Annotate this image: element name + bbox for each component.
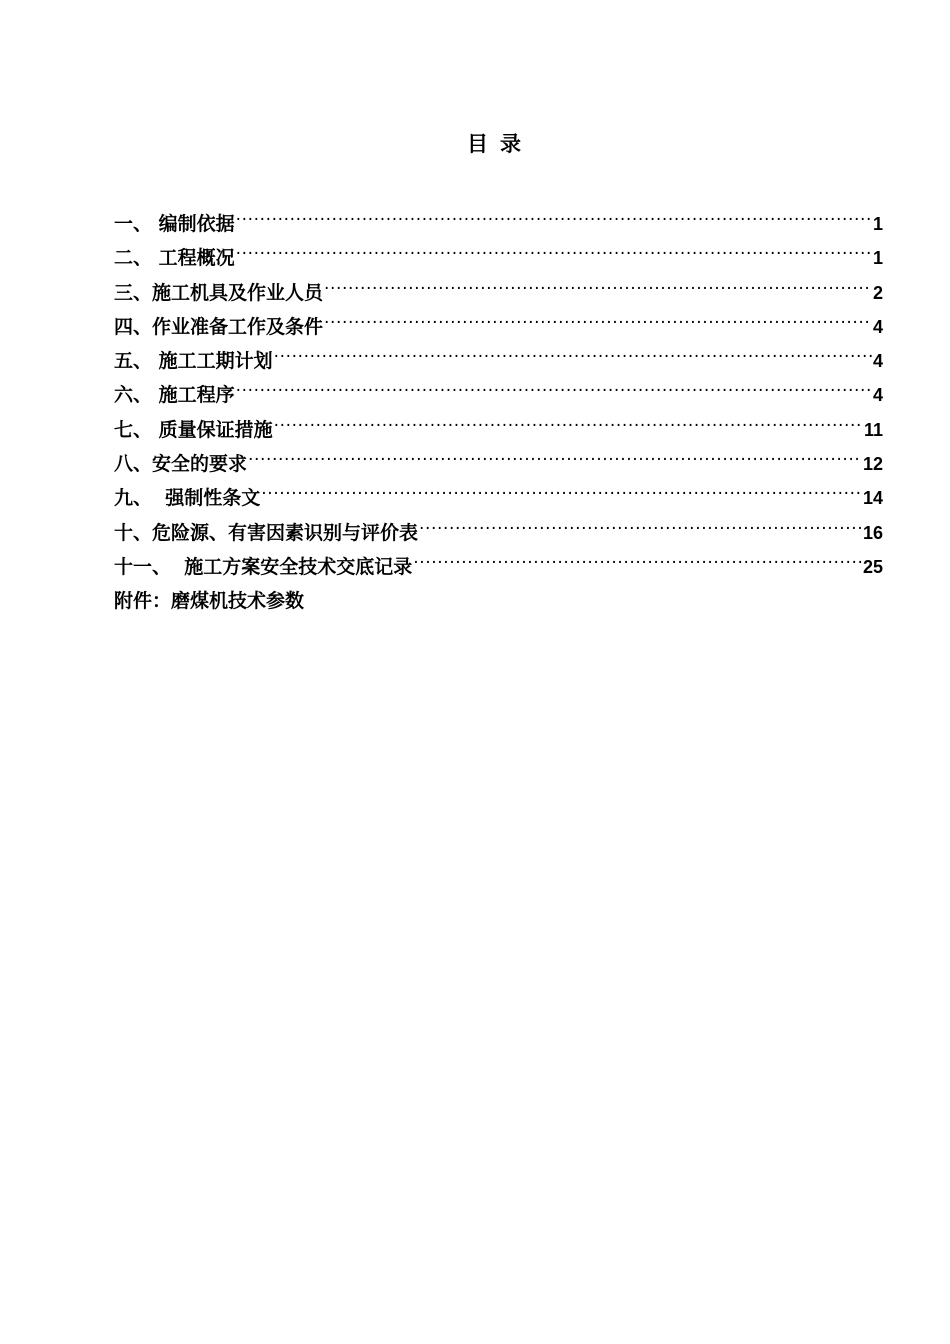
toc-entry-page: 4: [872, 351, 883, 372]
toc-leader-dots: [261, 484, 862, 504]
toc-leader-dots: [236, 210, 872, 230]
toc-leader-dots: [274, 347, 872, 367]
toc-entry-page: 14: [862, 488, 883, 509]
toc-leader-dots: [413, 553, 862, 573]
toc-entry[interactable]: [114, 276, 883, 310]
toc-entry[interactable]: [114, 378, 883, 412]
toc-entry[interactable]: [114, 516, 883, 550]
toc-entry-label: 七、 质量保证措施: [114, 418, 273, 441]
toc-list: [114, 207, 883, 619]
toc-entry[interactable]: [114, 310, 883, 344]
toc-entry-label: 十、危险源、有害因素识别与评价表: [114, 521, 419, 544]
toc-entry[interactable]: [114, 447, 883, 481]
toc-entry-page: 12: [862, 454, 883, 475]
toc-entry-label: 三、施工机具及作业人员: [114, 281, 324, 304]
toc-entry[interactable]: [114, 344, 883, 378]
toc-entry-label: 四、作业准备工作及条件: [114, 315, 324, 338]
toc-entry-label: 二、 工程概况: [114, 247, 235, 270]
toc-entry[interactable]: [114, 207, 883, 241]
toc-leader-dots: [248, 450, 862, 470]
toc-appendix-label: 附件：磨煤机技术参数: [114, 590, 305, 613]
toc-leader-dots: [236, 381, 872, 401]
toc-entry-label: 六、 施工程序: [114, 384, 235, 407]
toc-entry-page: 4: [872, 385, 883, 406]
toc-entry-label: 九、 强制性条文: [114, 487, 261, 510]
toc-entry-page: 25: [862, 556, 883, 577]
toc-appendix[interactable]: [114, 584, 883, 618]
toc-entry-label: 五、 施工工期计划: [114, 350, 273, 373]
toc-leader-dots: [324, 279, 872, 299]
toc-entry[interactable]: [114, 481, 883, 515]
toc-entry-page: 1: [872, 248, 883, 269]
toc-leader-dots: [419, 519, 862, 539]
toc-entry-page: 4: [872, 316, 883, 337]
toc-entry-page: 11: [863, 419, 883, 440]
toc-entry-page: 2: [872, 282, 883, 303]
toc-entry[interactable]: [114, 241, 883, 275]
toc-entry-label: 一、 编制依据: [114, 213, 235, 235]
toc-entry-page: 16: [862, 522, 883, 543]
toc-entry-page: 1: [872, 214, 883, 234]
toc-entry-label: 八、安全的要求: [114, 453, 248, 476]
toc-leader-dots: [274, 416, 863, 436]
toc-leader-dots: [236, 244, 872, 264]
toc-leader-dots: [324, 313, 872, 333]
toc-entry[interactable]: [114, 550, 883, 584]
toc-entry-label: 十一、 施工方案安全技术交底记录: [114, 555, 413, 578]
toc-title: 目录: [467, 132, 533, 156]
toc-entry[interactable]: [114, 413, 883, 447]
